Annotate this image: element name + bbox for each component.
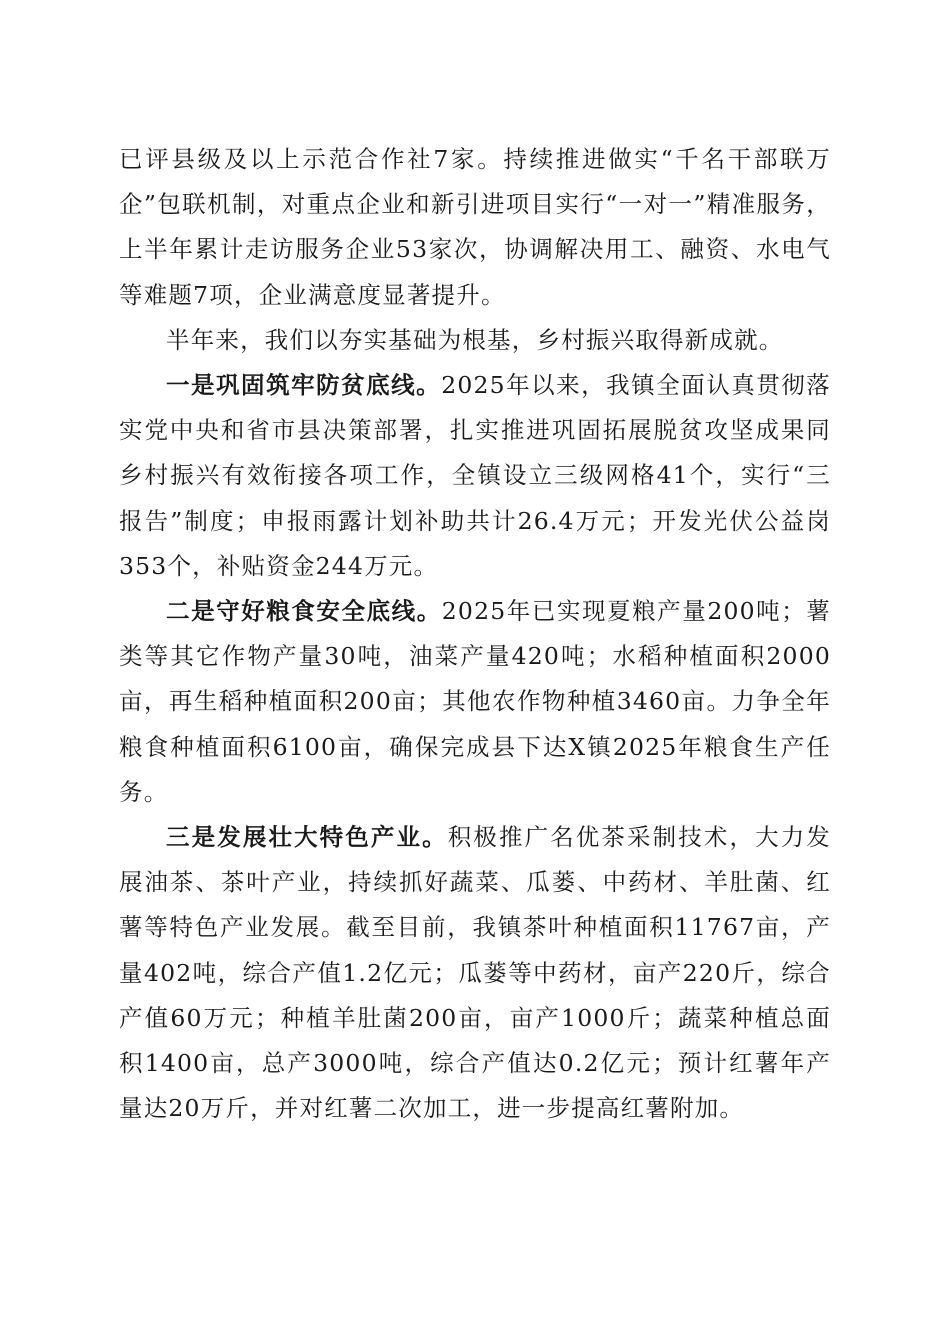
paragraph-text: 半年来，我们以夯实基础为根基，乡村振兴取得新成就。 [166, 325, 784, 354]
paragraph-text: 2025年以来，我镇全面认真贯彻落实党中央和省市县决策部署，扎实推进巩固拓展脱贫攻坚成果同乡村振兴有效衔接各项工作，全镇设立三级网格41个，实行“三报告”制度；申报雨露计划补助共计26.4万元；开发光伏公益岗353个，补贴资金244万元。 [119, 371, 831, 580]
paragraph-text: 2025年已实现夏粮产量200吨；薯类等其它作物产量30吨，油菜产量420吨；水稻种植面积2000亩，再生稻种植面积200亩；其他农作物种植3460亩。力争全年粮食种植面积6100亩，确保完成县下达X镇2025年粮食生产任务。 [119, 597, 831, 806]
document-body [119, 137, 831, 1131]
paragraph-food-security [119, 589, 831, 815]
paragraph-poverty-prevention [119, 363, 831, 589]
paragraph-summary [119, 318, 831, 363]
paragraph-text: 积极推广名优茶采制技术，大力发展油茶、茶叶产业，持续抓好蔬菜、瓜蒌、中药材、羊肚菌、红薯等特色产业发展。截至目前，我镇茶叶种植面积11767亩，产量402吨，综合产值1.2亿元；瓜蒌等中药材，亩产220斤，综合产值60万元；种植羊肚菌200亩，亩产1000斤；蔬菜种植总面积1400亩，总产3000吨，综合产值达0.2亿元；预计红薯年产量达20万斤，并对红薯二次加工，进一步提高红薯附加。 [119, 823, 832, 1123]
paragraph-lead: 三是发展壮大特色产业。 [166, 823, 448, 852]
paragraph-special-industries [119, 815, 831, 1131]
paragraph-continued [119, 137, 831, 318]
paragraph-text: 已评县级及以上示范合作社7家。持续推进做实“千名干部联万企”包联机制，对重点企业和新引进项目实行“一对一”精准服务，上半年累计走访服务企业53家次，协调解决用工、融资、水电气等难题7项，企业满意度显著提升。 [119, 145, 831, 309]
paragraph-lead: 一是巩固筑牢防贫底线。 [166, 371, 442, 400]
paragraph-lead: 二是守好粮食安全底线。 [166, 597, 442, 626]
